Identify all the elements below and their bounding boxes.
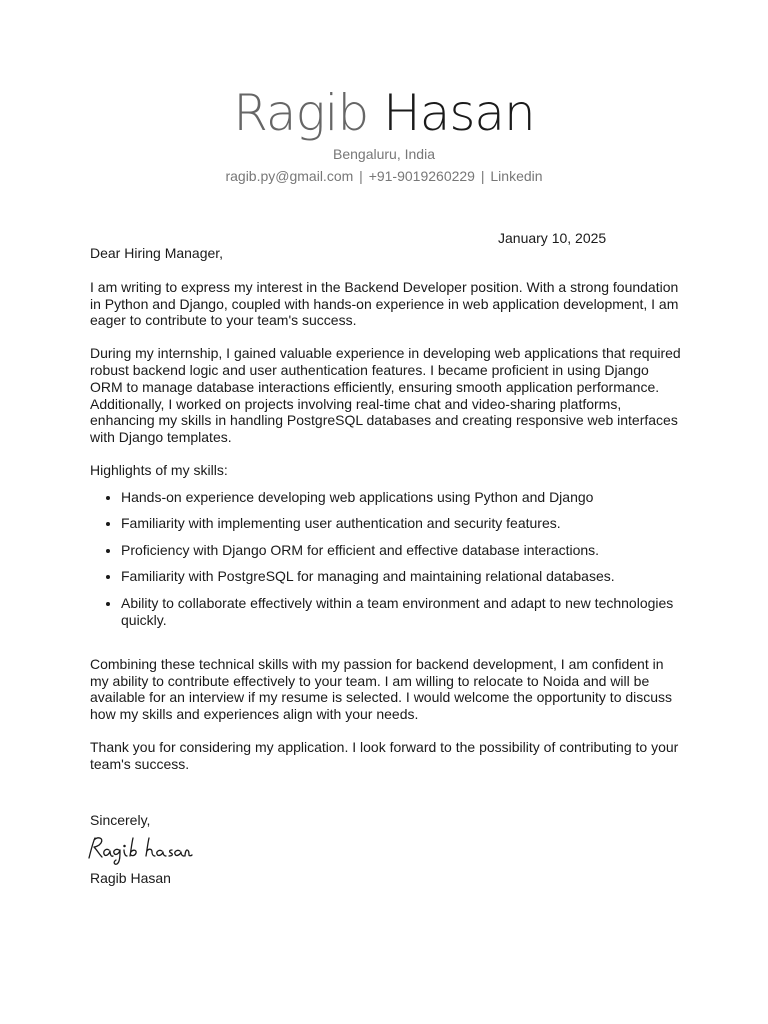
separator: | [359, 168, 363, 184]
skills-list [90, 489, 682, 630]
letter-body [90, 245, 682, 789]
printed-name: Ragib Hasan [90, 870, 171, 886]
paragraph-experience: During my internship, I gained valuable experience in developing web applications that required robust backend logic and user authentication features. I became proficient in using Django ORM to manage database interactions efficiently, ensuring smooth application performance. Additionally, I worked on projects involving real-time chat and video-sharing platforms, enhancing my skills in handling PostgreSQL databases and creating responsive web interfaces with Django templates. [90, 345, 681, 446]
skill-item: • Hands-on experience developing web applications using Python and Django [121, 489, 682, 507]
separator: | [480, 168, 485, 184]
skills-heading: Highlights of my skills: [90, 461, 228, 478]
applicant-name [0, 82, 768, 144]
paragraph-intro: I am writing to express my interest in the Backend Developer position. With a strong foundation in Python and Django, coupled with hands-on experience in web application development, I am eager to contribute to your team's success. [90, 278, 679, 329]
closing: Sincerely, [90, 812, 151, 828]
skill-item: • Familiarity with PostgreSQL for managing and maintaining relational databases. [121, 568, 682, 586]
linkedin-link[interactable]: Linkedin [490, 168, 543, 184]
salutation: Dear Hiring Manager, [90, 245, 224, 261]
skill-item: • Proficiency with Django ORM for efficient and effective database interactions. [121, 542, 682, 560]
paragraph-closing: Combining these technical skills with my passion for backend development, I am confident in my ability to contribute effectively to your team. I am willing to relocate to Noida and will be available for an interview if my resume is selected. I would welcome the opportunity to discuss how my skills and experiences align with your needs. [90, 655, 673, 723]
last-name: Hasan [383, 84, 535, 142]
contact-line [0, 167, 768, 185]
email-link[interactable]: ragib.py@gmail.com [225, 168, 354, 184]
location: Bengaluru, India [333, 146, 435, 162]
phone-number: +91-9019260229 [368, 168, 475, 184]
paragraph-thanks: Thank you for considering my application. I look forward to the possibility of contributing to your team's success. [90, 738, 679, 772]
skill-item: • Ability to collaborate effectively within a team environment and adapt to new technologies quickly. [121, 595, 682, 630]
letter-header [0, 82, 768, 185]
letter-date: January 10, 2025 [498, 230, 607, 246]
skill-item: • Familiarity with implementing user authentication and security features. [121, 515, 682, 533]
first-name: Ragib [233, 84, 369, 142]
handwritten-signature [84, 832, 194, 866]
